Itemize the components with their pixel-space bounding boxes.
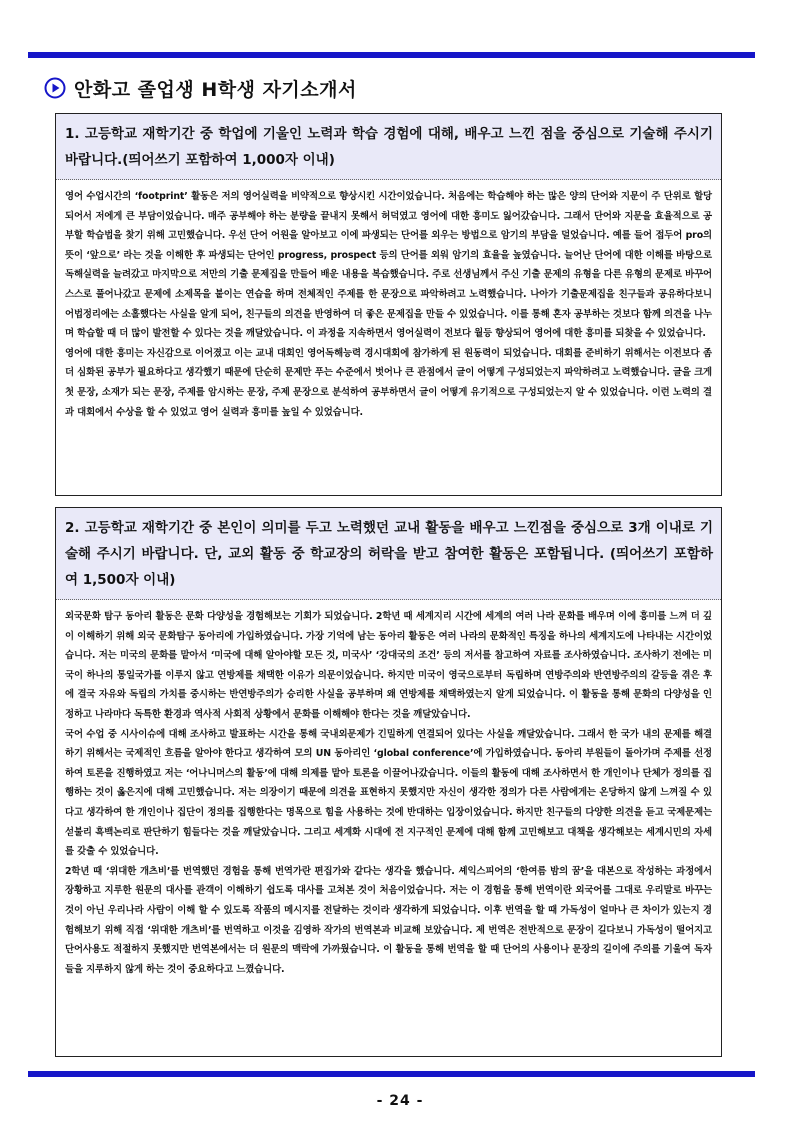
answer-paragraph: 2학년 때 ‘위대한 개츠비’를 번역했던 경험을 통해 번역가란 편집가와 같다는 생각을 했습니다. 셰익스피어의 ‘한여름 밤의 꿈’을 대본으로 작성하는 과정에서 장황하고 지루한 원문의 대사를 관객이 이해하기 쉽도록 대사를 고쳐본 것이 처음이었습니다. 저는 이 경험을 통해 번역이란 외국어를 그대로 우리말로 바꾸는 것이 아닌 우리나라 사람이 이해 할 수 있도록 작품의 메시지를 전달하는 것이라 생각하게 되었습니다. 이후 번역을 할 때 가독성이 얼마나 큰 차이가 있는지 경험해보기 위해 직접 ‘위대한 개츠비’를 번역하고 이것을 김영하 작가의 번역본과 비교해 보았습니다. 제 번역은 전반적으로 문장이 길다보니 가독성이 떨어지고 단어사용도 적절하지 못했지만 번역본에서는 더 원문의 맥락에 가까웠습니다. 이 활동을 통해 번역을 할 때 단어의 사용이나 문장의 길이에 주의를 기울여 독자들을 지루하지 않게 하는 것이 중요하다고 느꼈습니다. [65,865,712,975]
document-title-row [44,73,357,103]
page-number: - 24 - [376,1093,424,1109]
play-circle-icon [44,77,66,99]
question-1-box [55,113,722,496]
question-2-answer [56,600,721,979]
question-2-box [55,507,722,1057]
question-1-heading: 1. 고등학교 재학기간 중 학업에 기울인 노력과 학습 경험에 대해, 배우고 느낀 점을 중심으로 기술해 주시기 바랍니다.(띄어쓰기 포함하여 1,000자 이내) [56,114,721,180]
question-2-heading: 2. 고등학교 재학기간 중 본인이 의미를 두고 노력했던 교내 활동을 배우고 느낀점을 중심으로 3개 이내로 기술해 주시기 바랍니다. 단, 교외 활동 중 학교장의 허락을 받고 참여한 활동은 포함됩니다. (띄어쓰기 포함하여 1,500자 이내) [56,508,721,600]
answer-paragraph: 영어에 대한 흥미는 자신감으로 이어졌고 이는 교내 대회인 영어독해능력 경시대회에 참가하게 된 원동력이 되었습니다. 대회를 준비하기 위해서는 이전보다 좀 더 심화된 공부가 필요하다고 생각했기 때문에 단순히 문제만 푸는 수준에서 벗어나 큰 관점에서 글이 어떻게 구성되었는지 파악하려고 노력했습니다. 글을 크게 첫 문장, 소재가 되는 문장, 주제를 암시하는 문장, 주제 문장으로 분석하여 공부하면서 글이 어떻게 유기적으로 구성되었는지 알 수 있었습니다. 이런 노력의 결과 대회에서 수상을 할 수 있었고 영어 실력과 흥미를 높일 수 있었습니다. [65,347,712,418]
answer-paragraph: 외국문화 탐구 동아리 활동은 문화 다양성을 경험해보는 기회가 되었습니다. 2학년 때 세계지리 시간에 세계의 여러 나라 문화를 배우며 이에 흥미를 느껴 더 깊이 이해하기 위해 외국 문화탐구 동아리에 가입하였습니다. 가장 기억에 남는 동아리 활동은 여러 나라의 문화적인 특징을 하나의 세계지도에 나타내는 시간이었습니다. 저는 미국의 문화를 맡아서 ‘미국에 대해 알아야할 모든 것, 미국사’ ‘강대국의 조건’ 등의 저서를 참고하여 자료를 조사하였습니다. 조사하기 전에는 미국이 하나의 통일국가를 이루지 않고 연방제를 채택한 이유가 의문이었습니다. 하지만 미국이 영국으로부터 독립하며 연방주의와 반연방주의의 갈등을 겪은 후에 결국 자유와 독립의 가치를 중시하는 반연방주의가 승리한 사실을 공부하며 왜 연방제를 채택하였는지 알게 되었습니다. 이 활동을 통해 문화의 다양성을 인정하고 나라마다 독특한 환경과 역사적 사회적 상황에서 문화를 이해해야 한다는 것을 깨달았습니다. [65,611,712,720]
answer-paragraph: 국어 수업 중 시사이슈에 대해 조사하고 발표하는 시간을 통해 국내외문제가 긴밀하게 연결되어 있다는 사실을 깨달았습니다. 그래서 한 국가 내의 문제를 해결하기 위해서는 국제적인 흐름을 알아야 한다고 생각하여 모의 UN 동아리인 ‘global conference’에 가입하였습니다. 동아리 부원들이 돌아가며 주제를 선정하여 토론을 진행하였고 저는 ‘어나니머스의 활동’에 대해 의제를 맡아 토론을 이끌어나갔습니다. 이들의 활동에 대해 조사하면서 한 개인이나 단체가 정의를 집행하는 것이 옳은지에 대해 고민했습니다. 저는 의장이기 때문에 의견을 표현하지 못했지만 자신이 생각한 정의가 다른 사람에게는 온당하지 않게 느껴질 수 있다고 생각하여 한 개인이나 집단이 정의를 집행한다는 명목으로 힘을 사용하는 것에 반대하는 입장이었습니다. 하지만 친구들의 다양한 의견을 듣고 국제문제는 섣불리 흑백논리로 판단하기 힘들다는 것을 깨달았습니다. 그리고 세계화 시대에 전 지구적인 문제에 대해 함께 고민해보고 대책을 생각해보는 세계시민의 자세를 갖출 수 있었습니다. [65,728,712,858]
question-1-answer [56,180,721,422]
bottom-rule [28,1071,755,1077]
answer-paragraph: 영어 수업시간의 ‘footprint’ 활동은 저의 영어실력을 비약적으로 향상시킨 시간이었습니다. 처음에는 학습해야 하는 많은 양의 단어와 지문이 주 단위로 할당되어서 저에게 큰 부담이었습니다. 매주 공부해야 하는 분량을 끝내지 못해서 허덕였고 영어에 대한 흥미도 잃어갔습니다. 그래서 단어와 지문을 효율적으로 공부할 학습법을 찾기 위해 고민했습니다. 우선 단어 어원을 알아보고 이에 파생되는 단어를 외우는 방법으로 암기의 부담을 덜었습니다. 예를 들어 접두어 pro의 뜻이 ‘앞으로’ 라는 것을 이해한 후 파생되는 단어인 progress, prospect 등의 단어를 외워 암기의 효율을 높였습니다. 늘어난 단어에 대한 이해를 바탕으로 독해실력을 늘려갔고 마지막으로 저만의 기출 문제집을 만들어 배운 내용을 복습했습니다. 주로 선생님께서 주신 기출 문제의 유형을 다른 유형의 문제로 바꾸어 스스로 풀어나갔고 문제에 소제목을 붙이는 연습을 하며 전체적인 주제를 한 문장으로 파악하려고 노력했습니다. 나아가 기출문제집을 친구들과 공유하다보니 어법정리에는 소홀했다는 사실을 알게 되어, 친구들의 의견을 반영하여 더 좋은 문제집을 만들 수 있었습니다. 이를 통해 혼자 공부하는 것보다 함께 의견을 나누며 학습할 때 더 많이 발전할 수 있다는 것을 깨달았습니다. 이 과정을 지속하면서 영어실력이 전보다 월등 향상되어 영어에 대한 흥미를 되찾을 수 있었습니다. [65,191,712,340]
top-rule [28,52,755,58]
document-title: 안화고 졸업생 H학생 자기소개서 [74,78,357,101]
